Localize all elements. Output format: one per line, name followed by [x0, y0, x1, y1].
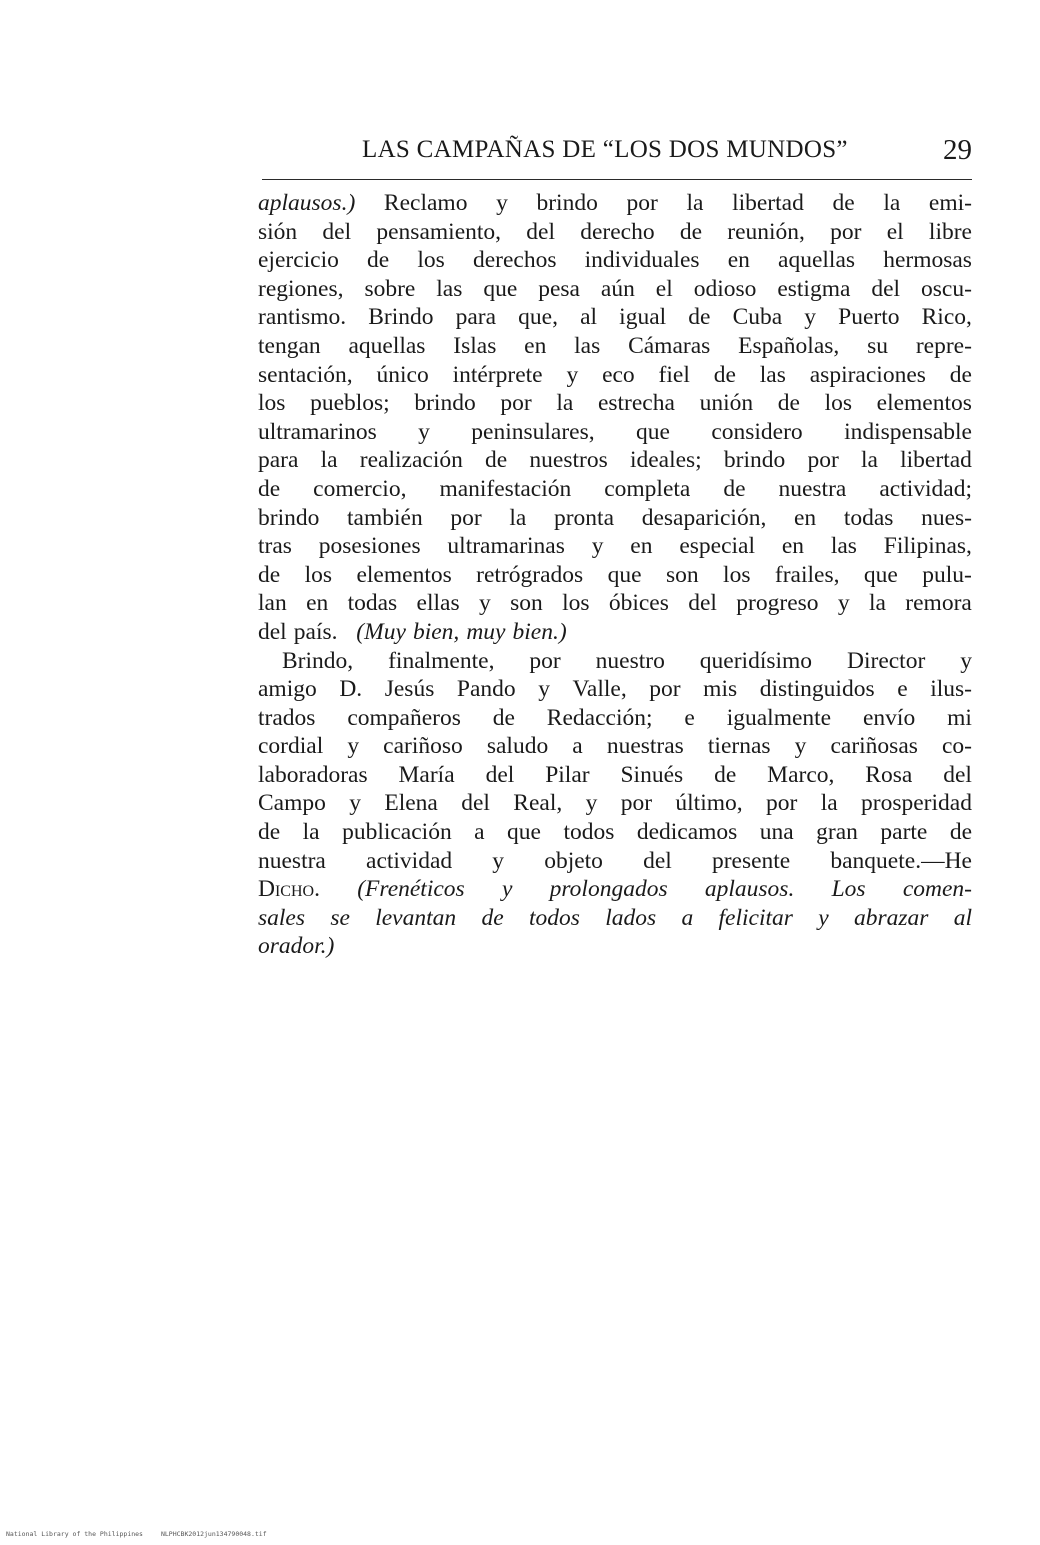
word: tiernas [707, 733, 771, 760]
word: las [574, 332, 601, 359]
word: y [478, 590, 491, 617]
word: parte [880, 819, 928, 846]
word: cariñoso [383, 733, 463, 760]
word: comen- [902, 876, 972, 903]
word: fiel [658, 361, 690, 388]
text-line [258, 246, 972, 275]
word: del [688, 590, 717, 617]
text-line [258, 418, 972, 447]
word: mi [947, 704, 972, 731]
page-number: 29 [943, 134, 972, 166]
word: de [481, 904, 504, 931]
word: Pilar [545, 761, 590, 788]
word: y [418, 418, 430, 445]
word: progreso [736, 590, 819, 617]
word: nuestras [606, 733, 684, 760]
word: lados [605, 904, 657, 931]
text-line [258, 446, 972, 475]
word: mis [703, 676, 738, 703]
word: envío [863, 704, 916, 731]
word: de [832, 190, 855, 216]
word: la [302, 819, 320, 846]
word: del [643, 847, 672, 874]
word: y [501, 876, 513, 903]
word: los [258, 390, 286, 417]
word: e [684, 704, 695, 731]
word: también [347, 504, 423, 531]
word: de [492, 704, 515, 731]
word: último, [675, 790, 743, 817]
word: el [886, 218, 904, 245]
word: peninsulares, [471, 418, 595, 445]
word: Islas [453, 332, 497, 359]
text-line [258, 675, 972, 704]
word: amigo [258, 676, 317, 703]
text-line [258, 504, 972, 533]
word: la [686, 190, 704, 216]
word: nuestra [258, 847, 326, 874]
word: su [867, 332, 888, 359]
word: especial [679, 533, 755, 560]
word: de [714, 761, 737, 788]
word: elementos [356, 561, 452, 588]
word: Reclamo [383, 190, 468, 216]
text-line [258, 647, 972, 676]
word: y [794, 733, 807, 760]
word: realización [359, 447, 463, 474]
word: Brindo, [282, 647, 354, 674]
word: en [306, 590, 329, 617]
word: que [863, 561, 898, 588]
word: de [949, 361, 972, 388]
word: son [665, 561, 699, 588]
word: del [322, 218, 352, 245]
text-line [258, 704, 972, 733]
word: de [713, 361, 736, 388]
word: que [483, 275, 518, 302]
word: Director [847, 647, 926, 674]
word: a [681, 904, 694, 931]
word: odioso [693, 275, 757, 302]
word: derechos [472, 247, 557, 274]
word: del [871, 275, 901, 302]
word: la [868, 590, 886, 617]
word: finalmente, [388, 647, 495, 674]
word: Rico, [921, 304, 972, 331]
footer-library: National Library of the Philippines [6, 1530, 143, 1538]
word: de [258, 561, 281, 588]
word: ilus- [930, 676, 972, 703]
text-line [258, 475, 972, 504]
text-line [258, 847, 972, 876]
word: y [585, 790, 598, 817]
word: sentación, [258, 361, 353, 388]
word: de [258, 819, 281, 846]
word: pesa [538, 275, 580, 302]
word: que [507, 819, 541, 846]
word: óbices [608, 590, 669, 617]
text-line [258, 789, 972, 818]
word: Cámaras [628, 332, 711, 359]
word: hermosas [883, 247, 972, 274]
word: por [529, 647, 561, 674]
word: sales [258, 904, 305, 931]
word: las [830, 533, 857, 560]
word: y [492, 847, 505, 874]
word: libre [928, 218, 972, 245]
footer-file-id: NLPHCBK2012jun134790048.tif [160, 1530, 267, 1538]
word: ellas [416, 590, 460, 617]
word: estrecha [597, 390, 675, 417]
word: sión [258, 218, 298, 245]
body-text [258, 189, 972, 961]
word: tengan [258, 332, 321, 359]
word: nues- [921, 504, 972, 531]
word: indispensable [844, 418, 972, 445]
word: Campo [258, 790, 326, 817]
word: son [510, 590, 543, 617]
word: todos [528, 904, 580, 931]
word: la [509, 504, 527, 531]
word: felicitar [718, 904, 793, 931]
word: de [679, 218, 703, 245]
word: por [450, 504, 482, 531]
word: ultramarinas [447, 533, 565, 560]
word: D. [339, 676, 363, 703]
word: Pando [456, 676, 516, 703]
text-line [258, 732, 972, 761]
word: derecho [580, 218, 655, 245]
word: aspiraciones [809, 361, 926, 388]
text-line [258, 303, 972, 332]
word: el [655, 275, 673, 302]
text-line [258, 761, 972, 790]
word: se [330, 904, 350, 931]
text-line [258, 818, 972, 847]
word: los [723, 561, 751, 588]
running-title: LAS CAMPAÑAS DE “LOS DOS MUNDOS” [362, 136, 848, 163]
word: ideales; [629, 447, 702, 474]
word: bien.) [512, 618, 567, 645]
word: intérprete [452, 361, 543, 388]
word: brindo [414, 390, 476, 417]
text-line [258, 361, 972, 390]
word: (Frenéticos [357, 876, 465, 903]
header-rule [262, 179, 972, 180]
text-line [258, 275, 972, 304]
word: de [258, 475, 281, 502]
word: y [837, 590, 850, 617]
word: en [630, 533, 653, 560]
word: ultramarinos [258, 418, 377, 445]
word: y [349, 790, 361, 817]
word: que [636, 418, 670, 445]
word: tras [258, 533, 292, 560]
word: cordial [258, 733, 324, 760]
word: por [620, 790, 653, 817]
word: y [591, 533, 604, 560]
word: por [500, 390, 532, 417]
word: la [883, 190, 901, 216]
text-line [258, 589, 972, 618]
word: del [461, 790, 490, 817]
word: comercio, [313, 475, 407, 502]
word: saludo [486, 733, 549, 760]
word: aquellas [778, 247, 856, 274]
word: por [766, 790, 798, 817]
word: de [777, 390, 800, 417]
word: aplausos.) [258, 190, 356, 216]
word: para [258, 447, 299, 474]
word: una [759, 819, 794, 846]
word: nuestro [595, 647, 665, 674]
word: en [781, 533, 805, 560]
word: considero [711, 418, 803, 445]
text-line [258, 389, 972, 418]
word: Marco, [767, 761, 835, 788]
word: objeto [544, 847, 603, 874]
word: Valle, [572, 676, 627, 703]
word: igual [619, 304, 667, 331]
word: e [897, 676, 908, 703]
word: emi- [928, 190, 972, 216]
word: laboradoras [258, 761, 368, 788]
word: publicación [342, 819, 452, 846]
word: la [820, 790, 838, 817]
word: para [455, 304, 497, 331]
text-line [258, 932, 972, 961]
word: levantan [375, 904, 457, 931]
word: bien, [412, 618, 460, 645]
word: prolongados [549, 876, 668, 903]
word: todas [843, 504, 894, 531]
word: y [496, 190, 508, 216]
word: trados [258, 704, 316, 731]
word: orador.) [258, 933, 335, 960]
text-line [258, 218, 972, 247]
word: del [485, 761, 515, 788]
word: sobre [364, 275, 416, 302]
word: a [474, 819, 485, 846]
word: Españolas, [738, 332, 840, 359]
word: y [960, 647, 972, 674]
word: unión [699, 390, 754, 417]
word: Elena [384, 790, 438, 817]
word: por [649, 676, 681, 703]
word: pulu- [922, 561, 972, 588]
word: Rosa [865, 761, 913, 788]
word: único [376, 361, 429, 388]
word: la [860, 447, 878, 474]
word: de [688, 304, 711, 331]
word: brindo [258, 504, 320, 531]
word: del [526, 218, 555, 245]
running-head [262, 132, 972, 172]
word: todos [563, 819, 615, 846]
word: de [367, 247, 390, 274]
word: prosperidad [861, 790, 972, 817]
word: muy [466, 618, 506, 645]
word: completa [604, 475, 691, 502]
word: presente [711, 847, 791, 874]
word: que [607, 561, 642, 588]
word: y [818, 904, 829, 931]
word: oscu- [921, 275, 972, 302]
word: Cuba [732, 304, 783, 331]
word: frailes, [774, 561, 840, 588]
word: dedicamos [636, 819, 738, 846]
word: brindo [536, 190, 598, 216]
word: elementos [876, 390, 972, 417]
word: reunión, [727, 218, 805, 245]
word: María [398, 761, 455, 788]
word: y [347, 733, 360, 760]
word: Dicho. [258, 876, 320, 903]
word: y [538, 676, 550, 703]
word: por [807, 447, 839, 474]
word: la [320, 447, 338, 474]
word: y [566, 361, 579, 388]
word: posesiones [318, 533, 421, 560]
text-line [258, 532, 972, 561]
word: de [723, 475, 746, 502]
word: que, [518, 304, 558, 331]
word: remora [905, 590, 972, 617]
word: cariñosas [830, 733, 918, 760]
word: por [830, 218, 862, 245]
word: retrógrados [476, 561, 584, 588]
word: las [436, 275, 463, 302]
word: país. [293, 618, 338, 645]
word: todas [347, 590, 398, 617]
word: la [556, 390, 574, 417]
text-line [258, 189, 972, 218]
word: nuestra [778, 475, 847, 502]
word: en [793, 504, 817, 531]
word: compañeros [347, 704, 461, 731]
word: libertad [732, 190, 804, 216]
word: ejercicio [258, 247, 339, 274]
word: Los [831, 876, 866, 903]
word: Filipinas, [883, 533, 972, 560]
word: aplausos. [704, 876, 795, 903]
text-line [258, 561, 972, 590]
word: individuales [584, 247, 700, 274]
word: pensamiento, [376, 218, 502, 245]
text-line [258, 904, 972, 933]
text-line [258, 332, 972, 361]
word: en [524, 332, 547, 359]
word: queridísimo [699, 647, 813, 674]
word: banquete.—He [830, 847, 972, 874]
word: co- [941, 733, 972, 760]
text-line [258, 875, 972, 904]
word: regiones, [258, 275, 344, 302]
word: al [580, 304, 598, 331]
word: de [485, 447, 508, 474]
word: Jesús [384, 676, 435, 703]
word: repre- [915, 332, 972, 359]
word: actividad [366, 847, 453, 874]
word: por [626, 190, 658, 216]
text-line [258, 618, 972, 647]
word: y [804, 304, 817, 331]
word: eco [602, 361, 635, 388]
word: del [258, 618, 287, 645]
word: Redacción; [546, 704, 653, 731]
word: estigma [777, 275, 851, 302]
word: las [759, 361, 786, 388]
word: los [417, 247, 445, 274]
word: los [824, 390, 852, 417]
word: Brindo [368, 304, 434, 331]
word: al [953, 904, 972, 931]
word: abrazar [853, 904, 929, 931]
word: de [949, 819, 972, 846]
word: Sinués [620, 761, 684, 788]
word: desaparición, [641, 504, 767, 531]
word: del [943, 761, 972, 788]
word: gran [816, 819, 858, 846]
word: aún [600, 275, 635, 302]
word: actividad; [879, 475, 972, 502]
word: Real, [513, 790, 563, 817]
word: aquellas [348, 332, 426, 359]
word: pronta [553, 504, 615, 531]
word: a [572, 733, 583, 760]
word: pueblos; [310, 390, 390, 417]
word: brindo [723, 447, 786, 474]
word: los [304, 561, 333, 588]
word: lan [258, 590, 287, 617]
word: (Muy [356, 618, 406, 645]
word: nuestros [529, 447, 608, 474]
word: rantismo. [258, 304, 347, 331]
word: Puerto [838, 304, 900, 331]
word: igualmente [726, 704, 832, 731]
scan-footer [6, 1530, 267, 1538]
word: los [562, 590, 590, 617]
word: distinguidos [759, 676, 875, 703]
word: en [727, 247, 750, 274]
word: libertad [900, 447, 972, 474]
word: manifestación [439, 475, 572, 502]
